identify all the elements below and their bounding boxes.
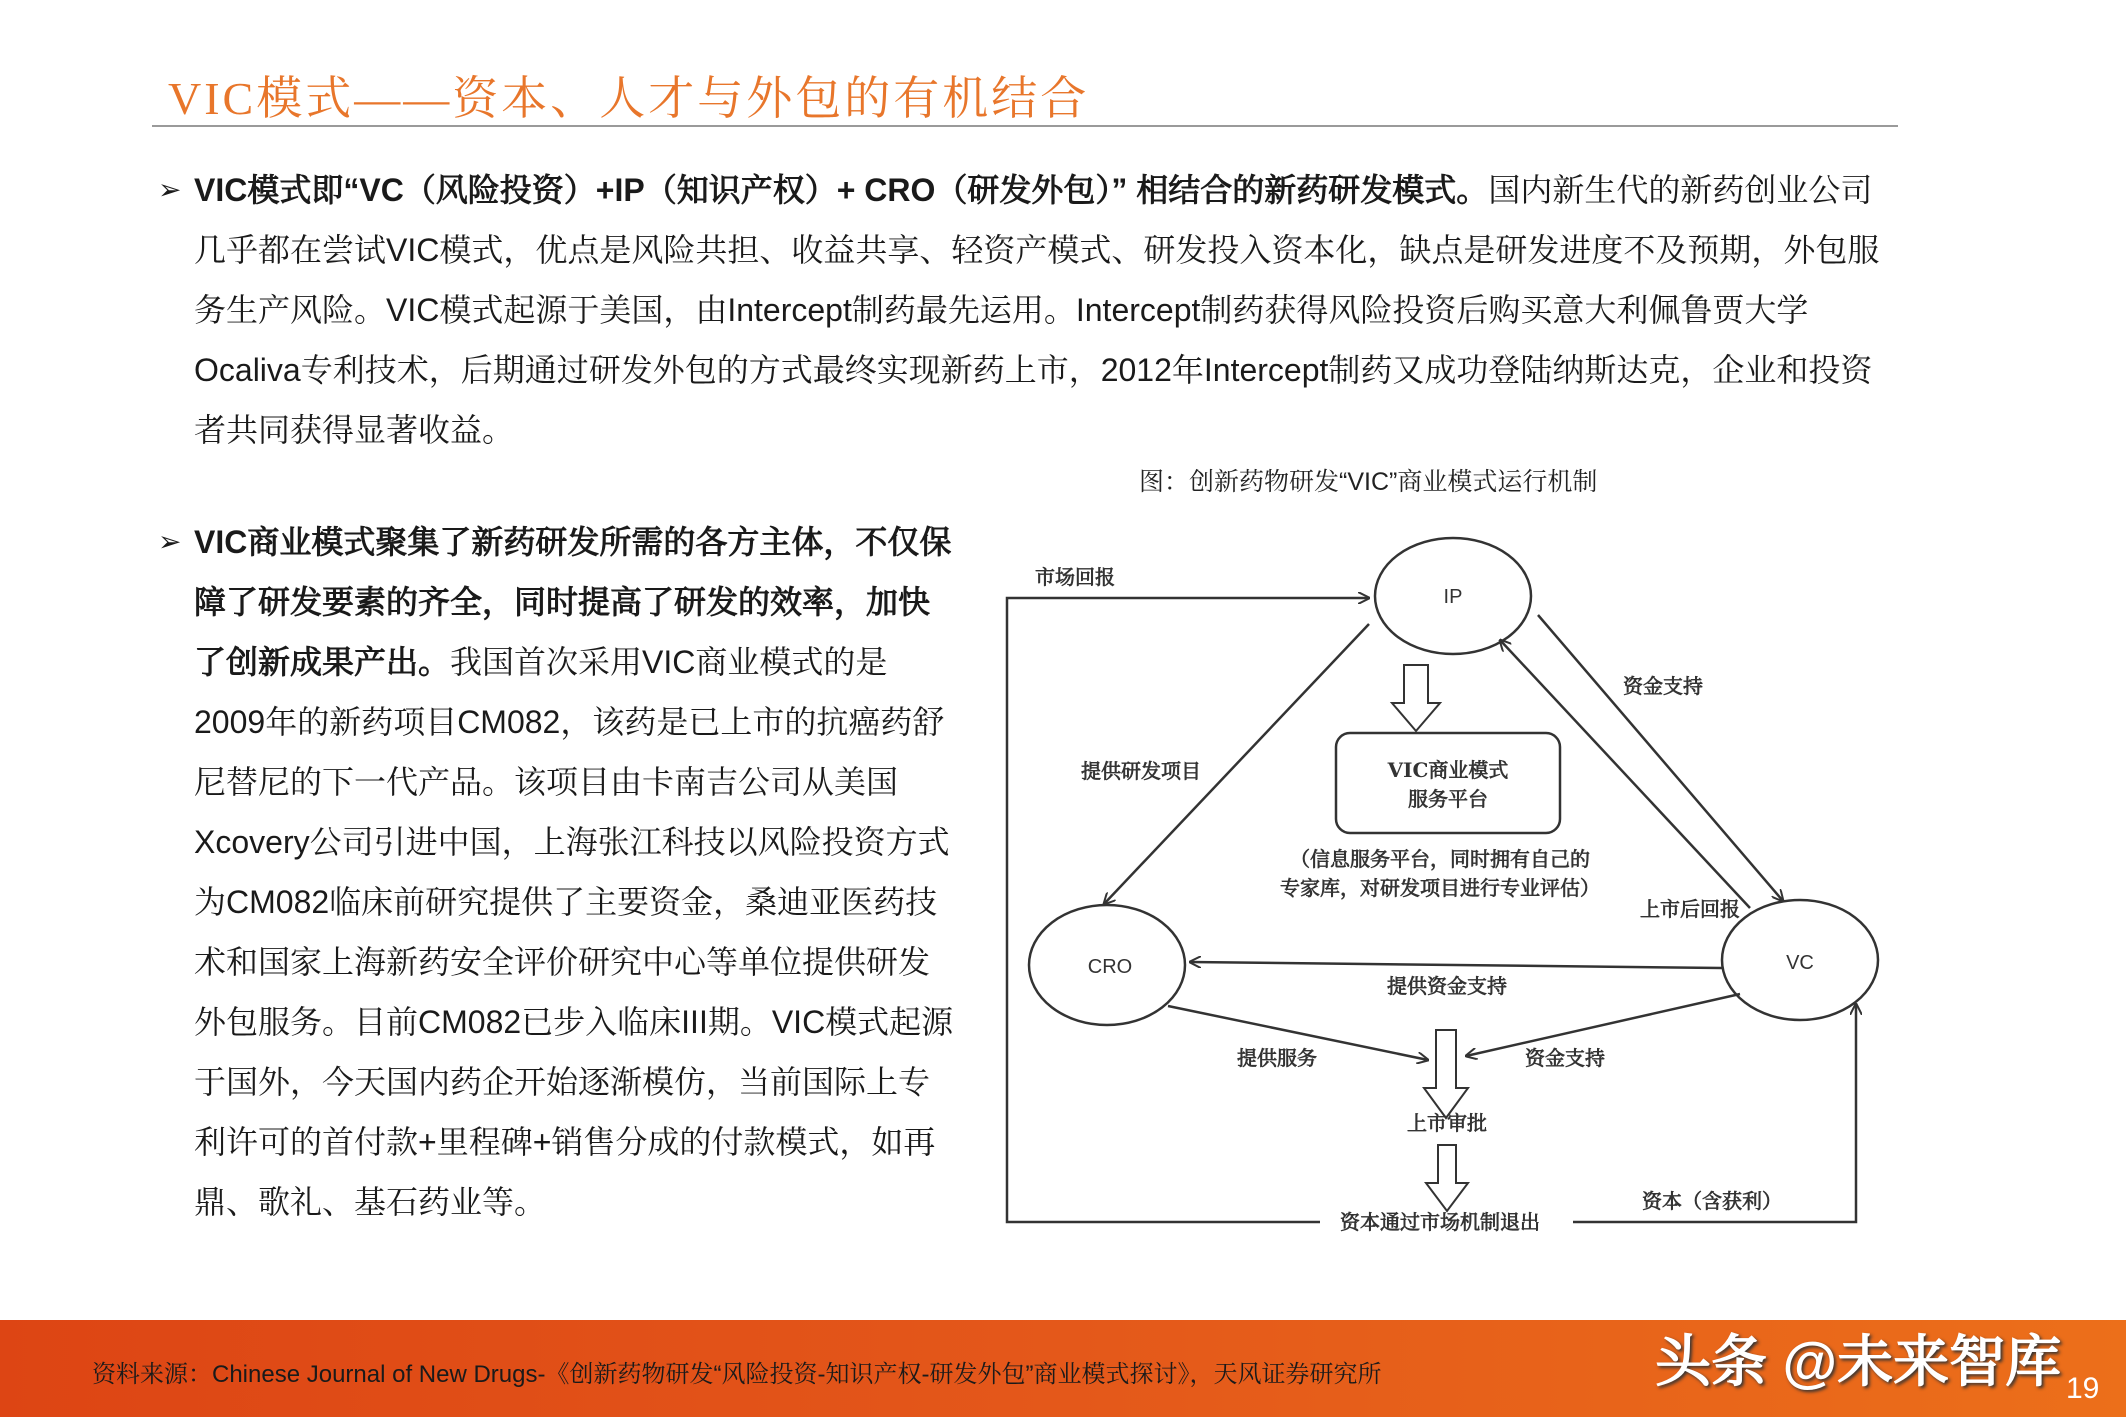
source-note: 资料来源：Chinese Journal of New Drugs-《创新药物研发“风险投资-知识产权-研发外包”商业模式探讨》，天风证券研究所: [92, 1361, 1382, 1388]
hollow-arrow-icon: [1426, 1145, 1468, 1211]
approval-label: 上市审批: [1407, 1111, 1487, 1135]
platform-note: 专家库，对研发项目进行专业评估）: [1280, 876, 1600, 900]
market-return-line: [1007, 598, 1369, 1222]
paragraph-bold-lead: VIC模式即“VC（风险投资）+IP（知识产权）+ CRO（研发外包）” 相结合的新药研发模式。: [194, 172, 1489, 208]
paragraph-body: 我国首次采用VIC商业模式的是2009年的新药项目CM082，该药是已上市的抗癌药舒尼替尼的下一代产品。该项目由卡南吉公司从美国Xcovery公司引进中国，上海张江科技以风险投资方式为CM082临床前研究提供了主要资金，桑迪亚医药技术和国家上海新药安全评价研究中心等单位提供研发外包服务。目前CM082已步入临床III期。VIC模式起源于国外，今天国内药企开始逐渐模仿，当前国际上专利许可的首付款+里程碑+销售分成的付款模式，如再鼎、歌礼、基石药业等。: [194, 644, 954, 1220]
platform-box: [1336, 733, 1560, 833]
provide-fund-support-label: 提供资金支持: [1387, 974, 1507, 998]
vc-to-cro-arrow: [1190, 962, 1722, 968]
platform-label: VIC商业模式: [1387, 758, 1509, 782]
post-ipo-return-label: 上市后回报: [1640, 897, 1740, 921]
platform-note: （信息服务平台，同时拥有自己的: [1290, 847, 1590, 871]
watermark: 头条 @未来智库: [1655, 1330, 2062, 1393]
capital-exit-label: 资本通过市场机制退出: [1340, 1210, 1540, 1234]
provide-project-label: 提供研发项目: [1081, 759, 1201, 783]
paragraph-bold-lead: VIC商业模式聚集了新药研发所需的各方主体，不仅保障了研发要素的齐全，同时提高了研发的效率，加快了创新成果产出。: [194, 524, 952, 680]
hollow-arrow-icon: [1392, 665, 1440, 731]
page-number: 19: [2066, 1372, 2100, 1405]
capital-profit-label: 资本（含获利）: [1642, 1189, 1782, 1213]
bullet-arrow-icon: ➢: [158, 526, 182, 557]
platform-label: 服务平台: [1408, 787, 1488, 811]
cro-label: CRO: [1087, 956, 1133, 978]
ip-label: IP: [1443, 586, 1463, 608]
fund-support-label: 资金支持: [1525, 1046, 1605, 1070]
market-return-label: 市场回报: [1035, 565, 1115, 589]
vc-label: VC: [1786, 952, 1814, 974]
hollow-arrow-icon: [1424, 1030, 1468, 1118]
paragraph-body: 国内新生代的新药创业公司几乎都在尝试VIC模式，优点是风险共担、收益共享、轻资产模式、研发投入资本化，缺点是研发进度不及预期，外包服务生产风险。VIC模式起源于美国，由Intercept制药最先运用。Intercept制药获得风险投资后购买意大利佩鲁贾大学Ocaliva专利技术，后期通过研发外包的方式最终实现新药上市，2012年Intercept制药又成功登陆纳斯达克，企业和投资者共同获得显著收益。: [194, 172, 1880, 448]
figure-caption: 图：创新药物研发“VIC”商业模式运行机制: [1139, 468, 1598, 496]
fund-support-label: 资金支持: [1623, 674, 1703, 698]
slide-title: VIC模式——资本、人才与外包的有机结合: [168, 73, 1090, 124]
provide-service-label: 提供服务: [1237, 1046, 1317, 1070]
bullet-arrow-icon: ➢: [158, 174, 182, 205]
